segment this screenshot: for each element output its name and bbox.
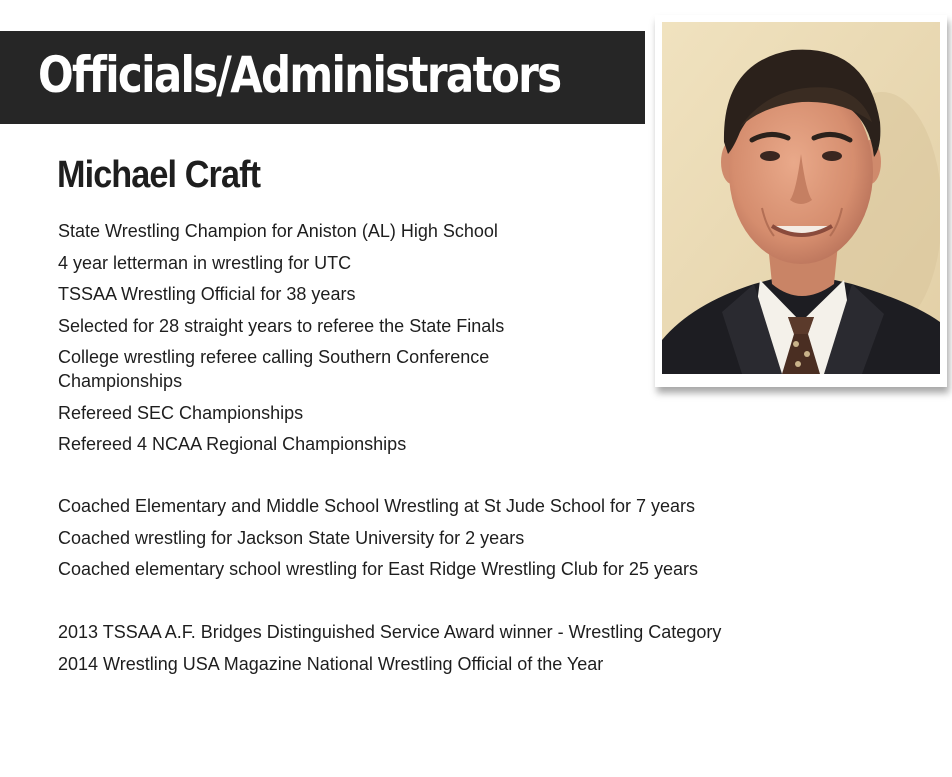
- bio-item: TSSAA Wrestling Official for 38 years: [58, 284, 356, 304]
- bio-item: Coached wrestling for Jackson State University for 2 years: [58, 527, 525, 548]
- bio-item: Refereed 4 NCAA Regional Championships: [58, 434, 407, 454]
- bio-item: College wrestling referee calling Southern Conference Championships: [58, 347, 490, 391]
- bio-item: 2014 Wrestling USA Magazine National Wrestling Official of the Year: [58, 653, 604, 674]
- portrait-photo: [662, 22, 940, 374]
- bio-list-officiating: [58, 219, 578, 464]
- person-name: Michael Craft: [57, 154, 261, 196]
- photo-frame: [655, 15, 947, 387]
- bio-list-awards: [58, 620, 721, 683]
- bio-item: Coached elementary school wrestling for East Ridge Wrestling Club for 25 years: [58, 559, 698, 579]
- bio-item: State Wrestling Champion for Aniston (AL) High School: [58, 221, 498, 241]
- bio-list-coaching: [58, 494, 698, 589]
- portrait-photo-icon: [662, 22, 940, 374]
- bio-item: 2013 TSSAA A.F. Bridges Distinguished Service Award winner - Wrestling Category: [58, 622, 722, 642]
- bio-item: 4 year letterman in wrestling for UTC: [58, 252, 352, 273]
- bio-item: Selected for 28 straight years to referee the State Finals: [58, 315, 505, 336]
- bio-item: Refereed SEC Championships: [58, 402, 304, 423]
- bio-item: Coached Elementary and Middle School Wrestling at St Jude School for 7 years: [58, 496, 696, 516]
- page-title: Officials/Administrators: [38, 46, 561, 104]
